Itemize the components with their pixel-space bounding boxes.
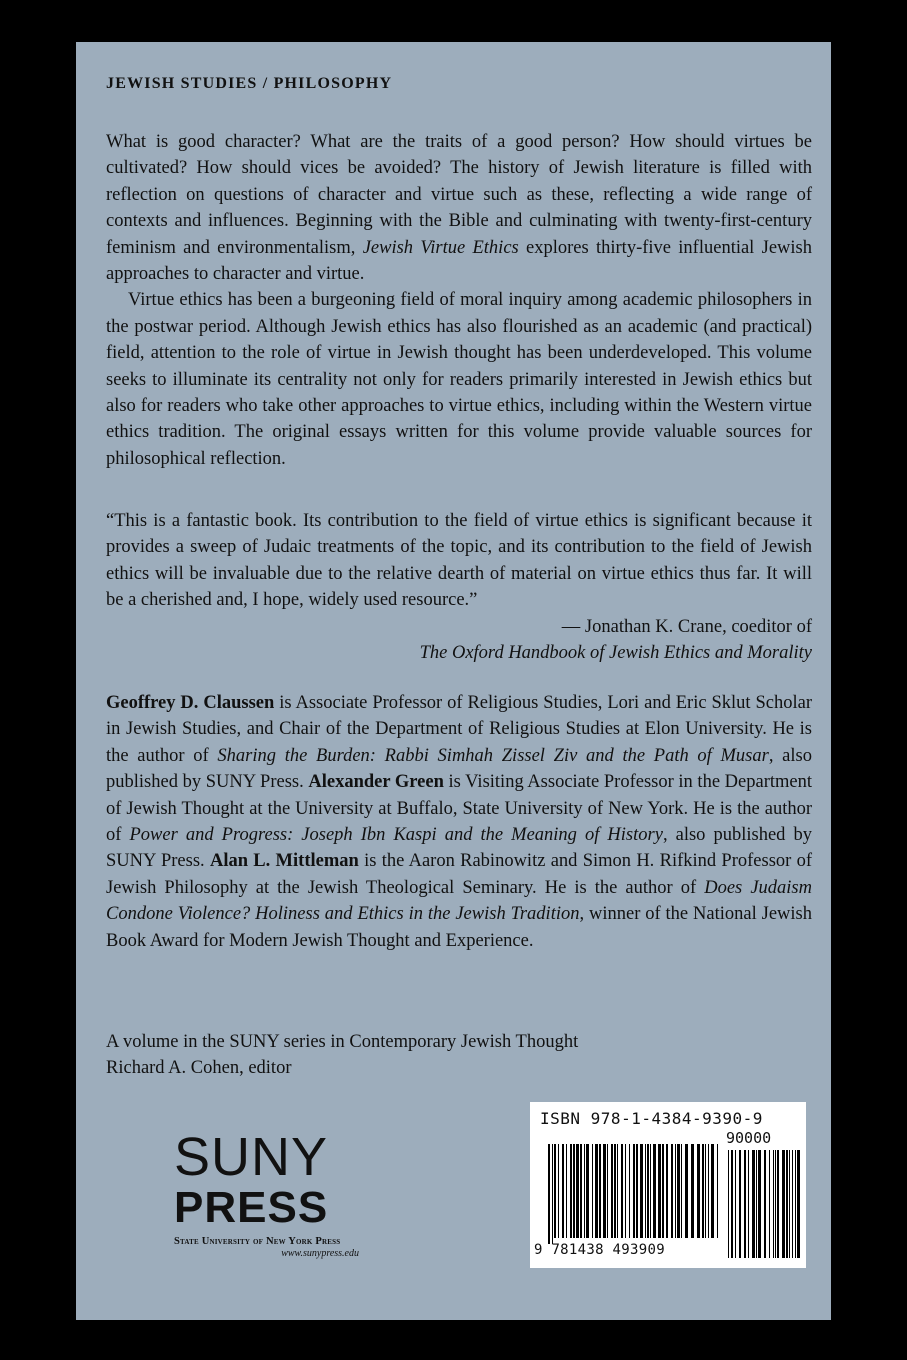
endorsement-attribution: — Jonathan K. Crane, coeditor of: [561, 616, 812, 637]
barcode-bar: [558, 1144, 559, 1238]
barcode-bar: [782, 1150, 785, 1258]
barcode-bar: [675, 1144, 676, 1238]
publisher-logo: [174, 1127, 374, 1259]
publisher-name-text: State University of New York Press: [174, 1236, 341, 1247]
barcode-bar: [625, 1144, 626, 1238]
barcode-panel: [530, 1102, 806, 1268]
barcode-bar: [552, 1144, 553, 1244]
barcode-bar: [621, 1144, 623, 1238]
barcode-bar: [769, 1150, 770, 1258]
price-code-label: 90000: [726, 1129, 772, 1147]
barcode-bar: [671, 1144, 673, 1238]
barcode-bar: [708, 1144, 709, 1238]
barcode-bar: [633, 1144, 635, 1238]
barcode-bar: [611, 1144, 613, 1238]
barcode-bar: [748, 1150, 749, 1258]
barcode-bar: [697, 1144, 700, 1238]
barcode-bar: [744, 1150, 746, 1258]
series-editor: Richard A. Cohen, editor: [106, 1058, 292, 1079]
barcode-bar: [758, 1150, 761, 1258]
publisher-website: www.sunypress.edu: [281, 1248, 359, 1259]
barcode-bar: [576, 1144, 579, 1238]
bio-text: is the Aaron Rabinowitz and Simon H. Rifkind Professor of Jewish Philosophy at the Jewish Theological Seminary. He is the author of: [106, 851, 813, 898]
series-info: [106, 1029, 812, 1082]
barcode-bar: [573, 1144, 575, 1238]
publisher-full-name: [174, 1236, 374, 1247]
barcode-bar: [653, 1144, 656, 1238]
logo-suny: SUNY: [174, 1127, 329, 1187]
bio-text: is Associate Professor of Religious Studies, Lori and Eric Sklut Scholar in Jewish Studies, and Chair of the Department of Religious Studies at Elon University. He is the author of: [106, 693, 813, 766]
description-paragraph-2: Virtue ethics has been a burgeoning field of moral inquiry among academic philosophers in the postwar period. Although Jewish ethics has also flourished as an academic (and practical) field, attention to the role of virtue in Jewish thought has been underdeveloped. This volume seeks to illuminate its centrality not only for readers primarily interested in Jewish ethics but also for readers who take other approaches to virtue ethics, including within the Western virtue ethics tradition. The original essays written for this volume provide valuable sources for philosophical reflection.: [106, 290, 812, 469]
logo-press: PRESS: [174, 1183, 329, 1232]
barcode-bar: [647, 1144, 649, 1238]
barcode-bar: [728, 1150, 729, 1258]
barcode-bar: [595, 1144, 598, 1238]
description-text: What is good character? What are the traits of a good person? How should virtues be cultivated? How should vices be avoided? The history of Jewish literature is filled with reflection on questions of character and virtue such as these, reflecting a wide range of contexts and influences. Beginning with the Bible and culminating with twenty-first-century feminism and environmentalism,: [106, 132, 812, 258]
author-book-title: Sharing the Burden: Rabbi Simhah Zissel Ziv and the Path of Musar: [217, 745, 769, 766]
barcode-bar: [786, 1150, 788, 1258]
barcode-bar: [650, 1144, 651, 1238]
barcode-bar: [705, 1144, 706, 1238]
barcode-bar: [731, 1150, 733, 1258]
barcode-bar: [592, 1144, 593, 1238]
book-description: [106, 129, 812, 472]
barcode-bar: [795, 1150, 796, 1258]
endorsement-source: The Oxford Handbook of Jewish Ethics and Morality: [419, 643, 812, 664]
isbn-label: ISBN 978-1-4384-9390-9: [540, 1109, 763, 1128]
book-title: Jewish Virtue Ethics: [362, 237, 519, 258]
description-paragraph-1: [106, 129, 812, 287]
author-bios: [106, 690, 812, 954]
barcode-bar: [702, 1144, 704, 1238]
category-label: JEWISH STUDIES / PHILOSOPHY: [106, 75, 393, 92]
barcode-bar: [607, 1144, 608, 1238]
bio-text: is Visiting Associate Professor in the Department of Jewish Thought at the University at Buffalo, State University of New York. He is the author of: [106, 772, 812, 846]
bio-paragraph: [106, 690, 812, 954]
barcode-bar: [666, 1144, 668, 1238]
series-line: A volume in the SUNY series in Contemporary Jewish Thought: [106, 1032, 579, 1052]
barcode-bar: [629, 1144, 630, 1238]
ean-label: 9 781438 493909: [534, 1242, 665, 1258]
barcode-bar: [570, 1144, 572, 1238]
endorsement: [106, 508, 812, 666]
barcode-bar: [586, 1144, 589, 1238]
barcode-bar: [789, 1150, 790, 1258]
barcode-bar: [685, 1144, 688, 1238]
barcode-bar: [752, 1150, 755, 1258]
barcode-bar: [662, 1144, 664, 1238]
barcode-bar: [717, 1144, 718, 1238]
author-name: Geoffrey D. Claussen: [106, 693, 275, 713]
barcode-bar: [756, 1150, 757, 1258]
barcode-bar: [599, 1144, 601, 1238]
author-book-title: Does Judaism Condone Violence? Holiness and Ethics in the Jewish Tradition: [106, 877, 812, 925]
barcode-bar: [584, 1144, 585, 1238]
author-name: Alexander Green: [308, 772, 444, 793]
barcode-bar: [562, 1144, 564, 1238]
barcode-bar: [735, 1150, 736, 1258]
barcode-bar: [764, 1150, 766, 1258]
barcode-bar: [739, 1150, 741, 1258]
barcode-bar: [636, 1144, 638, 1238]
barcode-bar: [548, 1144, 550, 1244]
barcode-bar: [614, 1144, 616, 1238]
barcode-bar: [691, 1144, 694, 1238]
barcode-bar: [677, 1144, 680, 1238]
bio-text: , also published by SUNY Press.: [106, 745, 812, 793]
barcode-bar: [658, 1144, 661, 1238]
description-text: explores thirty-five influential Jewish approaches to character and virtue.: [106, 237, 812, 285]
barcode-bar: [792, 1150, 793, 1258]
bio-text: , also published by SUNY Press.: [106, 825, 812, 872]
author-name: Alan L. Mittleman: [209, 851, 359, 872]
back-cover: [76, 42, 831, 1320]
barcode-bar: [617, 1144, 618, 1238]
barcode-bar: [580, 1144, 582, 1238]
barcode-bar: [645, 1144, 646, 1238]
barcode-bar: [566, 1144, 567, 1238]
barcode-bar: [775, 1150, 776, 1258]
barcode-bar: [681, 1144, 682, 1238]
barcode-bar: [777, 1150, 779, 1258]
barcode-bar: [773, 1150, 774, 1258]
bio-text: , winner of the National Jewish Book Award for Modern Jewish Thought and Experience.: [106, 904, 812, 951]
endorsement-quote: “This is a fantastic book. Its contribution to the field of virtue ethics is significant because it provides a sweep of Judaic treatments of the topic, and its contribution to the field of Jewish ethics will be invaluable due to the relative dearth of material on virtue ethics thus far. It will be a cherished and, I hope, widely used resource.”: [106, 511, 812, 611]
barcode-bar: [603, 1144, 606, 1238]
barcode-bar: [797, 1150, 800, 1258]
barcode-bar: [711, 1144, 714, 1238]
barcode-bar: [640, 1144, 643, 1238]
author-book-title: Power and Progress: Joseph Ibn Kaspi and the Meaning of History: [129, 825, 663, 846]
barcode-bar: [554, 1144, 556, 1238]
